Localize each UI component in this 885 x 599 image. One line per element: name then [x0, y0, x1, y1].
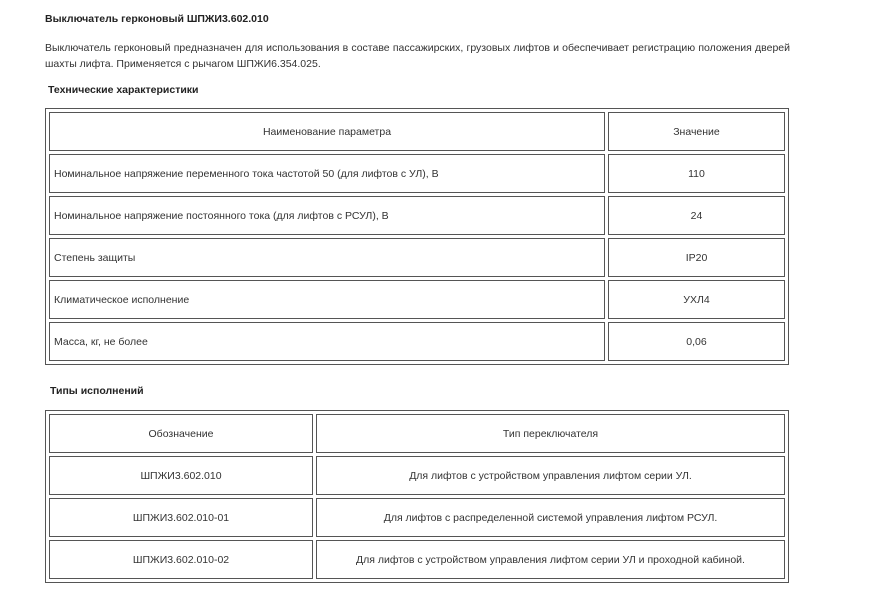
product-description: Выключатель герконовый предназначен для использования в составе пассажирских, грузовых лифтов и обеспечивает регистрацию положения дверей шахты лифта. Применяется с рычагом ШПЖИ6.354.025. [45, 42, 790, 70]
parameter-cell: Степень защиты [49, 238, 605, 277]
switch-type-cell: Для лифтов с распределенной системой управления лифтом РСУЛ. [316, 498, 785, 537]
parameter-cell: Номинальное напряжение постоянного тока (для лифтов с РСУЛ), В [49, 196, 605, 235]
types-heading: Типы исполнений [50, 385, 144, 397]
value-cell: 24 [608, 196, 785, 235]
value-cell: IP20 [608, 238, 785, 277]
table-row [49, 498, 785, 537]
parameter-cell: Номинальное напряжение переменного тока частотой 50 (для лифтов с УЛ), В [49, 154, 605, 193]
page-title: Выключатель герконовый ШПЖИ3.602.010 [45, 13, 269, 25]
table-row [49, 280, 785, 319]
header-cell-switch-type: Тип переключателя [316, 414, 785, 453]
table-row [49, 238, 785, 277]
value-cell: 0,06 [608, 322, 785, 361]
table-row [49, 456, 785, 495]
designation-cell: ШПЖИ3.602.010-01 [49, 498, 313, 537]
switch-type-cell: Для лифтов с устройством управления лифтом серии УЛ. [316, 456, 785, 495]
table-row [49, 196, 785, 235]
designation-cell: ШПЖИ3.602.010 [49, 456, 313, 495]
table-header-row [49, 112, 785, 151]
header-cell-parameter: Наименование параметра [49, 112, 605, 151]
parameter-cell: Климатическое исполнение [49, 280, 605, 319]
switch-type-cell: Для лифтов с устройством управления лифтом серии УЛ и проходной кабиной. [316, 540, 785, 579]
table-header-row [49, 414, 785, 453]
table-row [49, 540, 785, 579]
value-cell: 110 [608, 154, 785, 193]
parameter-cell: Масса, кг, не более [49, 322, 605, 361]
table-row [49, 154, 785, 193]
value-cell: УХЛ4 [608, 280, 785, 319]
specs-heading: Технические характеристики [48, 84, 199, 96]
specs-table [45, 108, 789, 365]
header-cell-designation: Обозначение [49, 414, 313, 453]
table-row [49, 322, 785, 361]
types-table [45, 410, 789, 583]
header-cell-value: Значение [608, 112, 785, 151]
designation-cell: ШПЖИ3.602.010-02 [49, 540, 313, 579]
